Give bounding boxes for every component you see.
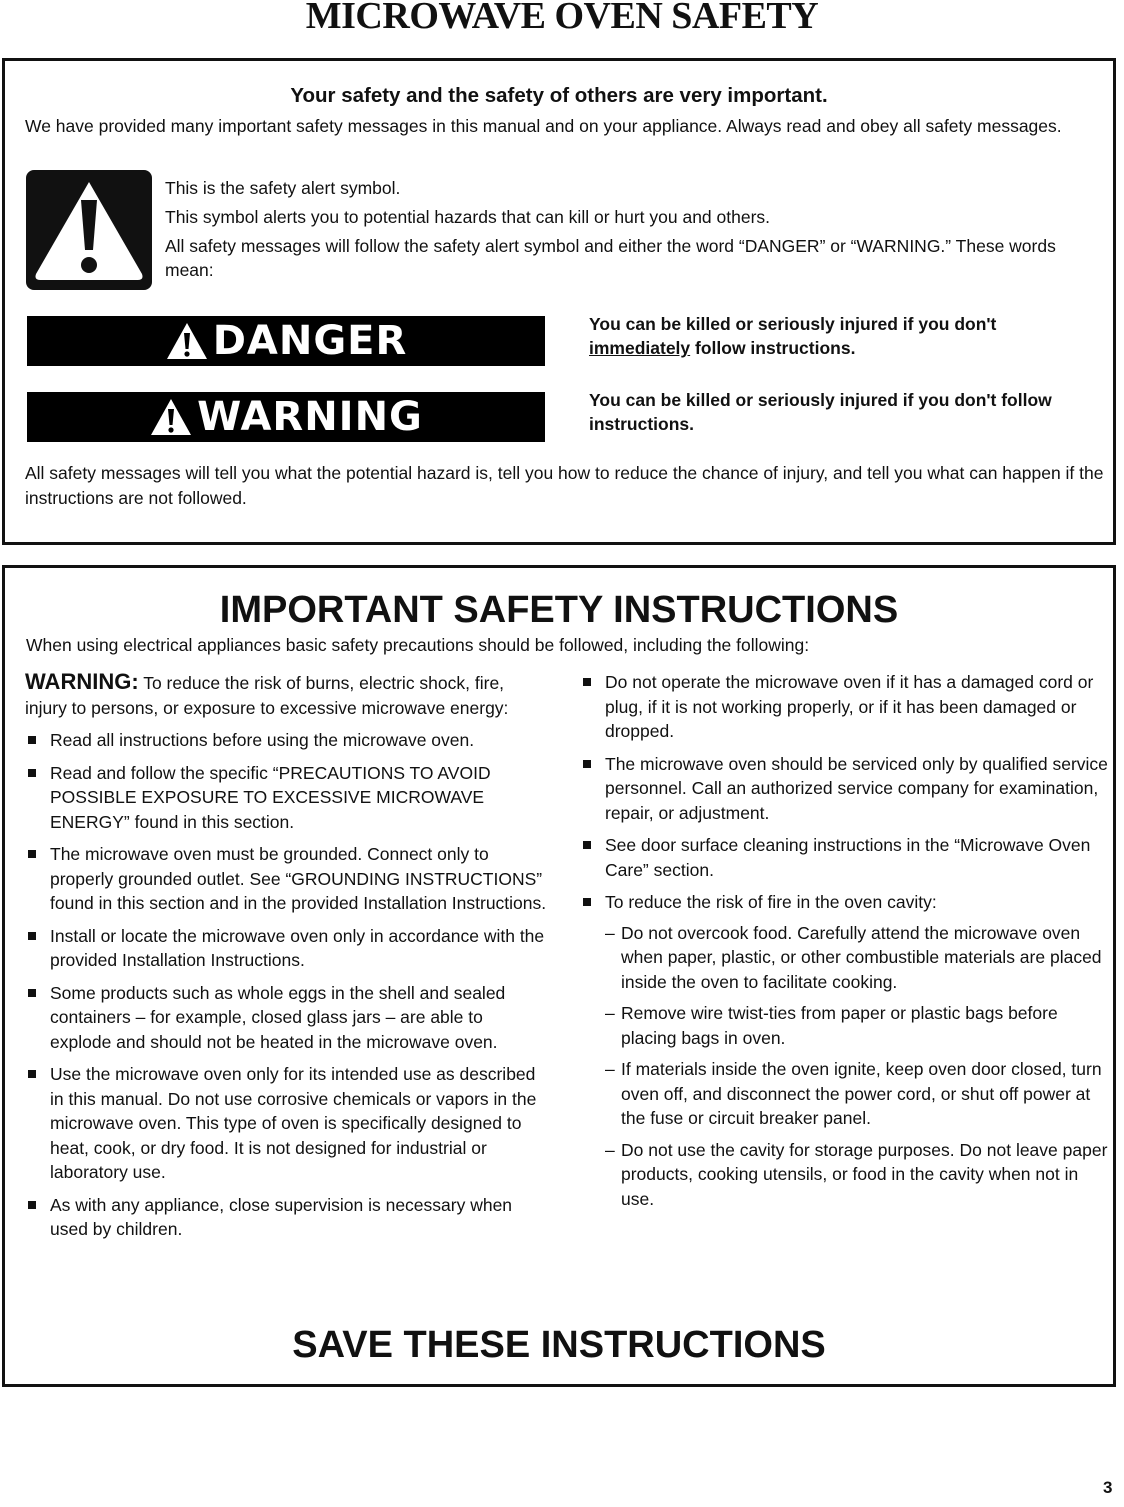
list-item [25, 981, 547, 1055]
page-number: 3 [1103, 1478, 1113, 1497]
left-bullet-list [25, 728, 547, 1242]
save-instructions-heading: SAVE THESE INSTRUCTIONS [292, 1324, 826, 1366]
sub-list-item [605, 1057, 1110, 1131]
list-item-text: To reduce the risk of fire in the oven cavity: [605, 892, 937, 912]
list-item [580, 670, 1110, 744]
list-item [580, 833, 1110, 882]
page-title: MICROWAVE OVEN SAFETY [305, 0, 819, 37]
danger-desc-start: You can be killed or seriously injured if you don't [589, 314, 997, 334]
list-item [25, 842, 547, 916]
dash-marker: – [605, 922, 615, 943]
danger-description [589, 312, 1099, 360]
sub-list-item-text: Remove wire twist-ties from paper or plastic bags before placing bags in oven. [621, 1003, 1058, 1048]
symbol-line: All safety messages will follow the safety alert symbol and either the word “DANGER” or “WARNING.” These words mean: [165, 236, 1056, 280]
warning-banner [27, 392, 545, 442]
fire-risk-sublist [605, 921, 1110, 1212]
dash-marker: – [605, 1003, 615, 1023]
instructions-heading: IMPORTANT SAFETY INSTRUCTIONS [219, 589, 899, 631]
safety-symbol-explanation [165, 176, 1065, 287]
warning-statement-text: To reduce the risk of burns, electric shock, fire, injury to persons, or exposure to excessive microwave energy: [25, 673, 509, 718]
sub-list-item [605, 1001, 1110, 1050]
list-item [25, 761, 547, 835]
warning-description: You can be killed or seriously injured if you don't follow instructions. [589, 390, 1052, 434]
safety-intro-heading: Your safety and the safety of others are very important. [290, 84, 828, 107]
list-item-text: Some products such as whole eggs in the shell and sealed containers – for example, closed glass jars – are able to explode and should not be heated in the microwave oven. [50, 982, 506, 1052]
warning-label: WARNING [197, 394, 423, 440]
instructions-box [2, 565, 1116, 1387]
sub-list-item-text: Do not overcook food. Carefully attend the microwave oven when paper, plastic, or other combustible materials are placed inside the oven to facilitate cooking. [621, 922, 1102, 992]
list-item-text: The microwave oven should be serviced only by qualified service personnel. Call an authorized service company for examination, repair, or adjustment. [605, 753, 1108, 823]
instructions-right-column [580, 670, 1110, 1219]
square-bullet-icon [583, 898, 591, 906]
sub-list-item [605, 1138, 1110, 1212]
square-bullet-icon [583, 841, 591, 849]
list-item-text: The microwave oven must be grounded. Connect only to properly grounded outlet. See “GROUNDING INSTRUCTIONS” found in this section and in the provided Installation Instructions. [50, 844, 547, 913]
danger-banner [27, 316, 545, 366]
list-item [25, 728, 547, 753]
square-bullet-icon [28, 1070, 36, 1078]
list-item-text: See door surface cleaning instructions in the “Microwave Oven Care” section. [605, 835, 1091, 880]
dash-marker: – [605, 1139, 615, 1160]
symbol-line: This symbol alerts you to potential hazards that can kill or hurt you and others. [165, 207, 771, 227]
list-item-text: Read all instructions before using the microwave oven. [50, 730, 475, 750]
danger-desc-end: follow instructions. [690, 338, 856, 358]
instructions-left-column [25, 670, 547, 1250]
danger-alert-icon [165, 321, 209, 361]
warning-alert-icon [149, 397, 193, 437]
square-bullet-icon [28, 932, 36, 940]
square-bullet-icon [28, 736, 36, 744]
list-item-text: Do not operate the microwave oven if it has a damaged cord or plug, if it is not working properly, or if it has been damaged or dropped. [605, 672, 1094, 741]
square-bullet-icon [583, 678, 591, 686]
list-item [25, 924, 547, 973]
safety-intro-box [2, 58, 1116, 545]
square-bullet-icon [28, 989, 36, 997]
list-item-text: As with any appliance, close supervision is necessary when used by children. [50, 1194, 513, 1239]
square-bullet-icon [28, 1201, 36, 1209]
safety-intro-footer: All safety messages will tell you what the potential hazard is, tell you how to reduce the chance of injury, and tell you what can happen if the instructions are not followed. [25, 463, 1104, 508]
list-item [580, 890, 1110, 1211]
safety-alert-icon [26, 170, 152, 290]
list-item-text: Use the microwave oven only for its intended use as described in this manual. Do not use corrosive chemicals or vapors in the microwave oven. This type of oven is specifically designed to heat, cook, or dry food. It is not designed for industrial or laboratory use. [50, 1064, 537, 1182]
safety-intro-text: We have provided many important safety messages in this manual and on your appliance. Always read and obey all safety messages. [25, 116, 1062, 136]
danger-desc-emphasis: immediately [589, 338, 691, 358]
list-item-text: Install or locate the microwave oven only in accordance with the provided Installation Instructions. [50, 925, 545, 970]
symbol-line: This is the safety alert symbol. [165, 178, 401, 198]
warning-statement [25, 670, 547, 720]
dash-marker: – [605, 1059, 615, 1079]
right-bullet-list [580, 670, 1110, 1211]
sub-list-item-text: If materials inside the oven ignite, keep oven door closed, turn oven off, and disconnect the power cord, or shut off power at the fuse or circuit breaker panel. [621, 1059, 1102, 1128]
square-bullet-icon [583, 760, 591, 768]
list-item-text: Read and follow the specific “PRECAUTIONS TO AVOID POSSIBLE EXPOSURE TO EXCESSIVE MICROWAVE ENERGY” found in this section. [50, 762, 491, 832]
danger-label: DANGER [212, 318, 408, 364]
list-item [25, 1193, 547, 1242]
square-bullet-icon [28, 769, 36, 777]
list-item [580, 752, 1110, 826]
warning-statement-label: WARNING: [25, 669, 139, 694]
sub-list-item-text: Do not use the cavity for storage purposes. Do not leave paper products, cooking utensils, or food in the cavity when not in use. [621, 1139, 1108, 1209]
list-item [25, 1062, 547, 1185]
sub-list-item [605, 921, 1110, 995]
square-bullet-icon [28, 850, 36, 858]
instructions-intro: When using electrical appliances basic safety precautions should be followed, including the following: [26, 635, 810, 655]
